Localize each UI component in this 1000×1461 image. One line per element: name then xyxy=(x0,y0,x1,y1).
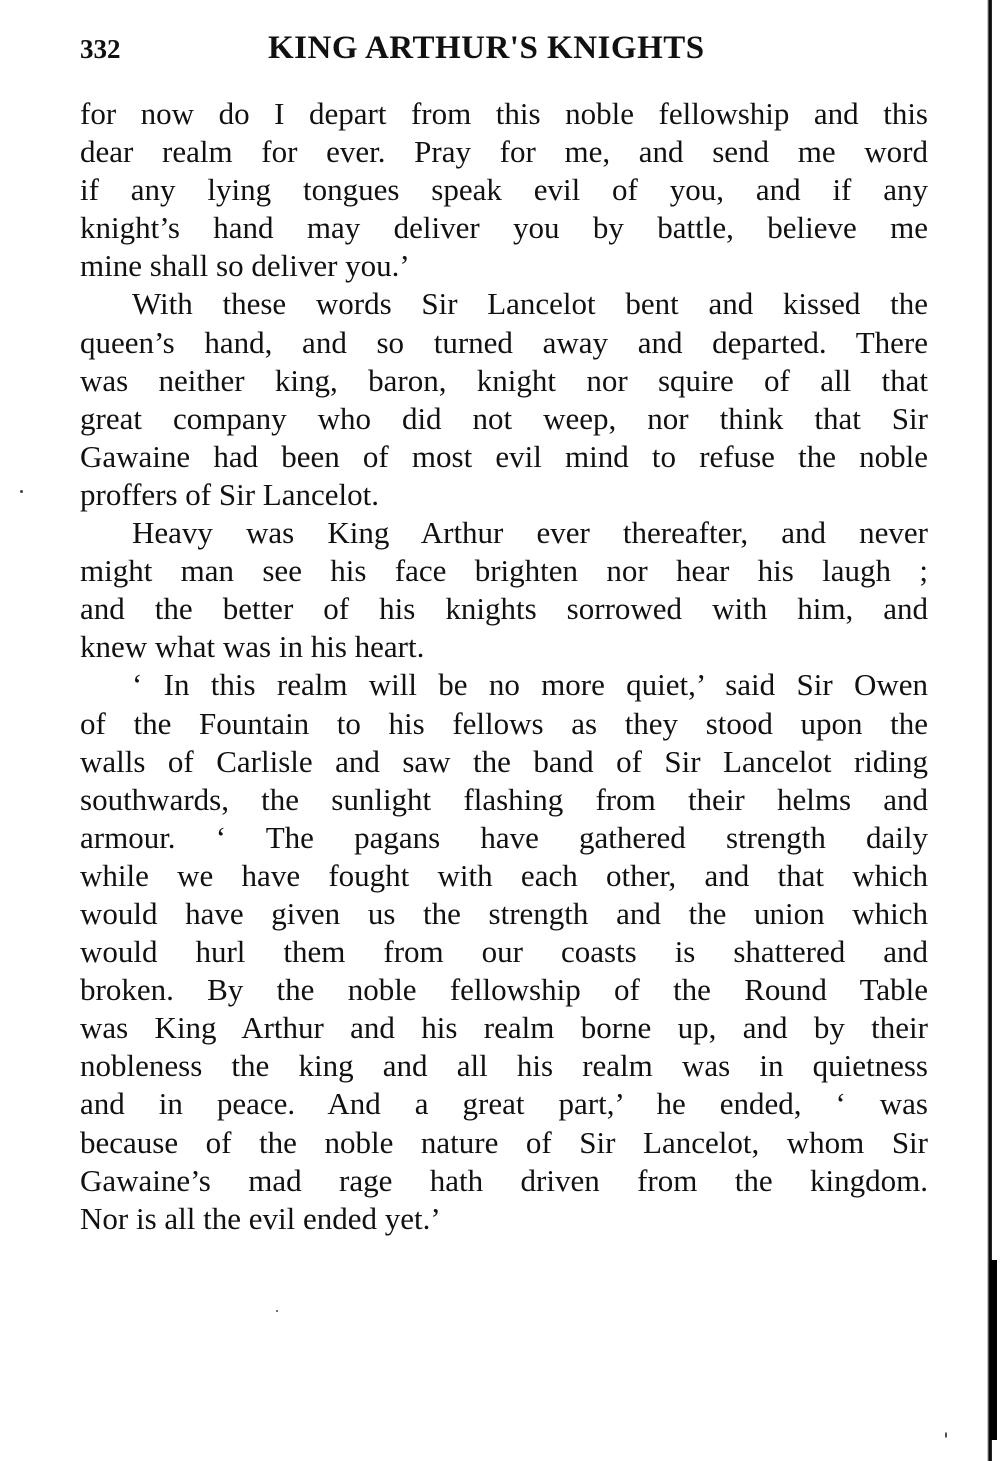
text-line: would hurl them from our coasts is shattered and xyxy=(80,934,928,970)
text-line: Heavy was King Arthur ever thereafter, and never xyxy=(132,515,928,551)
text-line: With these words Sir Lancelot bent and kissed the xyxy=(132,286,928,322)
binding-edge-shadow xyxy=(990,1260,997,1440)
running-title: KING ARTHUR'S KNIGHTS xyxy=(268,30,705,66)
print-speck xyxy=(20,490,23,493)
text-line: while we have fought with each other, and that which xyxy=(80,857,928,893)
text-line: dear realm for ever. Pray for me, and send me word xyxy=(80,134,928,170)
text-line: and in peace. And a great part,’ he ended, ‘ was xyxy=(80,1086,928,1122)
text-line: of the Fountain to his fellows as they stood upon the xyxy=(80,705,928,741)
text-line: Gawaine’s mad rage hath driven from the kingdom. xyxy=(80,1162,928,1198)
text-line: armour. ‘ The pagans have gathered strength daily xyxy=(80,819,928,855)
text-line: because of the noble nature of Sir Lancelot, whom Sir xyxy=(80,1124,928,1160)
text-line: queen’s hand, and so turned away and departed. There xyxy=(80,324,928,360)
text-line: mine shall so deliver you.’ xyxy=(80,248,410,284)
text-line: Nor is all the evil ended yet.’ xyxy=(80,1200,441,1236)
text-line: proffers of Sir Lancelot. xyxy=(80,476,379,512)
print-speck xyxy=(945,1432,947,1438)
body-text xyxy=(80,95,928,1238)
binding-edge xyxy=(987,0,992,1461)
text-line: and the better of his knights sorrowed with him, and xyxy=(80,591,928,627)
text-line: might man see his face brighten nor hear his laugh ; xyxy=(80,553,928,589)
text-line: would have given us the strength and the union which xyxy=(80,895,928,931)
page-number: 332 xyxy=(80,34,121,64)
text-line: knew what was in his heart. xyxy=(80,629,425,665)
text-line: broken. By the noble fellowship of the Round Table xyxy=(80,972,928,1008)
text-line: walls of Carlisle and saw the band of Sir Lancelot riding xyxy=(80,743,928,779)
text-line: knight’s hand may deliver you by battle, believe me xyxy=(80,210,928,246)
text-line: was neither king, baron, knight nor squire of all that xyxy=(80,362,928,398)
text-line: ‘ In this realm will be no more quiet,’ said Sir Owen xyxy=(132,667,928,703)
text-line: if any lying tongues speak evil of you, and if any xyxy=(80,172,928,208)
text-line: for now do I depart from this noble fellowship and this xyxy=(80,96,928,131)
text-line: was King Arthur and his realm borne up, and by their xyxy=(80,1010,928,1046)
text-line: great company who did not weep, nor think that Sir xyxy=(80,400,928,436)
text-line: Gawaine had been of most evil mind to refuse the noble xyxy=(80,438,928,474)
text-line: southwards, the sunlight flashing from their helms and xyxy=(80,781,928,817)
text-line: nobleness the king and all his realm was in quietness xyxy=(80,1048,928,1084)
print-speck xyxy=(276,1310,278,1312)
